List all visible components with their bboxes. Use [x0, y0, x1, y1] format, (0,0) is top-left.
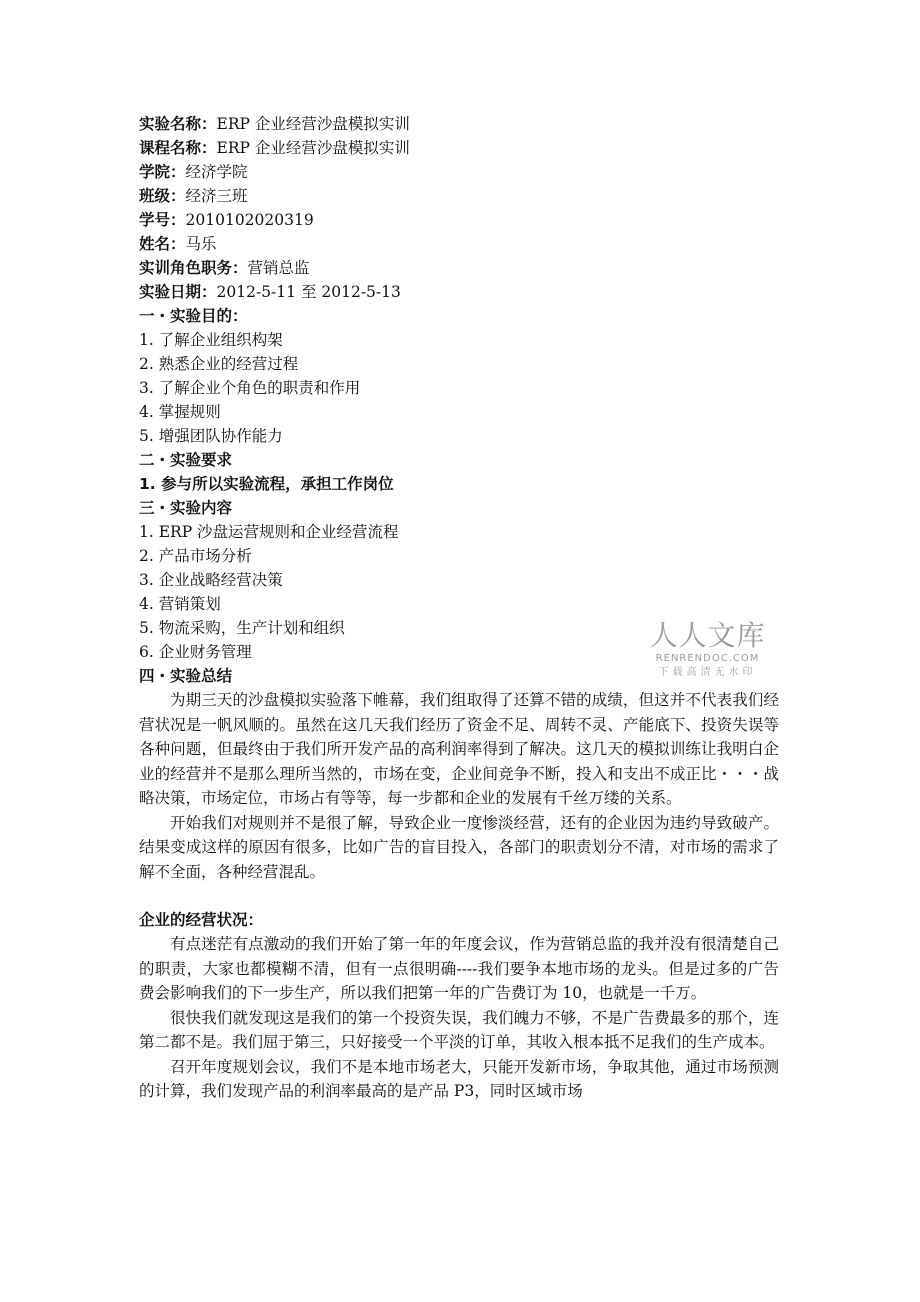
business-paragraph-1: 有点迷茫有点激动的我们开始了第一年的年度会议，作为营销总监的我并没有很清楚自己的职责，大家也都模糊不清，但有一点很明确----我们要争本地市场的龙头。但是过多的广告费会影响我们的下一步生产，所以我们把第一年的广告费订为 10，也就是一千万。 — [139, 935, 779, 1002]
business-paragraph-3: 召开年度规划会议，我们不是本地市场老大，只能开发新市场，争取其他，通过市场预测的计算，我们发现产品的利润率最高的是产品 P3，同时区域市场 — [139, 1057, 779, 1100]
info-course-name: 课程名称：ERP 企业经营沙盘模拟实训 — [139, 139, 410, 157]
summary-paragraph-2: 开始我们对规则并不是很了解，导致企业一度惨淡经营，还有的企业因为违约导致破产。结果变成这样的原因有很多，比如广告的盲目投入，各部门的职责划分不清，对市场的需求了解不全面，各种经营混乱。 — [139, 813, 779, 881]
content-item: 3. 企业战略经营决策 — [139, 571, 283, 589]
info-experiment-name: 实验名称：ERP 企业经营沙盘模拟实训 — [139, 115, 410, 133]
info-name: 姓名：马乐 — [139, 235, 217, 253]
info-role: 实训角色职务：营销总监 — [139, 259, 310, 277]
purpose-item: 1. 了解企业组织构架 — [139, 331, 283, 349]
purpose-item: 3. 了解企业个角色的职责和作用 — [139, 379, 361, 397]
info-student-id: 学号：2010102020319 — [139, 211, 314, 229]
watermark-logo — [640, 620, 775, 680]
info-date: 实验日期：2012-5-11 至 2012-5-13 — [139, 283, 401, 301]
section-heading-requirements: 二・实验要求 — [139, 451, 233, 469]
business-paragraph-2: 很快我们就发现这是我们的第一个投资失误，我们魄力不够，不是广告费最多的那个，连第二都不是。我们屈于第三，只好接受一个平淡的订单，其收入根本抵不足我们的生产成本。 — [139, 1008, 779, 1051]
watermark-name: 人人文库 — [649, 619, 766, 652]
watermark-subtitle: 下载高清无水印 — [658, 667, 757, 678]
blank-line — [139, 884, 779, 908]
requirement-item: 1. 参与所以实验流程，承担工作岗位 — [139, 475, 394, 493]
info-class: 班级：经济三班 — [139, 187, 248, 205]
purpose-item: 2. 熟悉企业的经营过程 — [139, 355, 299, 373]
summary-paragraph-1: 为期三天的沙盘模拟实验落下帷幕，我们组取得了还算不错的成绩，但这并不代表我们经营状况是一帆风顺的。虽然在这几天我们经历了资金不足、周转不灵、产能底下、投资失误等各种问题，但最终由于我们所开发产品的高利润率得到了解决。这几天的模拟训练让我明白企业的经营并不是那么理所当然的，市场在变，企业间竞争不断，投入和支出不成正比・・・战略决策，市场定位，市场占有等等，每一步都和企业的发展有千丝万缕的关系。 — [139, 691, 779, 807]
content-item: 5. 物流采购，生产计划和组织 — [139, 619, 345, 637]
watermark-url: RENRENDOC.COM — [655, 653, 760, 664]
content-item: 4. 营销策划 — [139, 595, 221, 613]
content-item: 2. 产品市场分析 — [139, 547, 252, 565]
section-heading-summary: 四・实验总结 — [139, 667, 233, 685]
section-heading-content: 三・实验内容 — [139, 499, 233, 517]
purpose-item: 4. 掌握规则 — [139, 403, 221, 421]
business-heading: 企业的经营状况： — [139, 911, 264, 929]
content-item: 1. ERP 沙盘运营规则和企业经营流程 — [139, 523, 399, 541]
content-item: 6. 企业财务管理 — [139, 643, 252, 661]
section-heading-purpose: 一・实验目的： — [139, 307, 248, 325]
purpose-item: 5. 增强团队协作能力 — [139, 427, 283, 445]
document-page — [139, 112, 779, 1104]
info-college: 学院：经济学院 — [139, 163, 248, 181]
